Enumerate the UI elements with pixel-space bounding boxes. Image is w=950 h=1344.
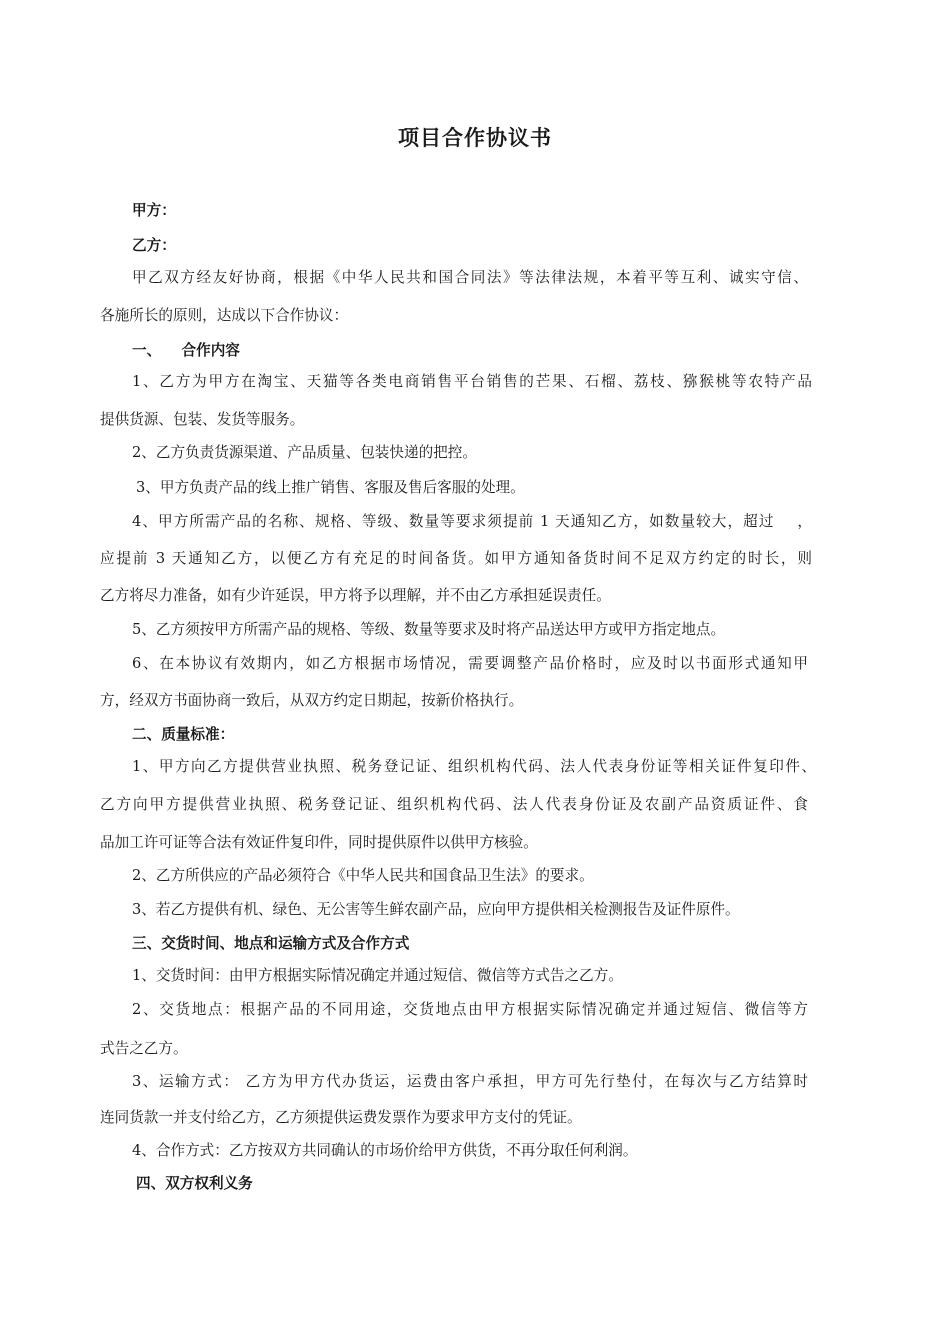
section-heading-cooperation: 一、 合作内容 [132, 342, 240, 359]
clause-2-1-line-2: 乙方向甲方提供营业执照、税务登记证、组织机构代码、法人代表身份证及农副产品资质证件、食 [100, 796, 808, 813]
clause-1-6-line-2: 方，经双方书面协商一致后，从双方约定日期起，按新价格执行。 [100, 692, 524, 709]
party-b-label: 乙方： [132, 237, 176, 254]
clause-3-3-line-1: 3、运输方式： 乙方为甲方代办货运，运费由客户承担，甲方可先行垫付，在每次与乙方结算时 [132, 1073, 808, 1090]
clause-1-4-line-3: 乙方将尽力准备，如有少许延误，甲方将予以理解，并不由乙方承担延误责任。 [100, 587, 611, 604]
clause-3-2-line-2: 式告之乙方。 [100, 1040, 188, 1057]
clause-1-4-line-1: 4、甲方所需产品的名称、规格、等级、数量等要求须提前 1 天通知乙方，如数量较大，超过 ， [132, 513, 812, 530]
clause-3-3-line-2: 连同货款一并支付给乙方，乙方须提供运费发票作为要求甲方支付的凭证。 [100, 1109, 582, 1126]
document-title: 项目合作协议书 [398, 125, 552, 150]
section-heading-rights: 四、双方权利义务 [136, 1175, 253, 1192]
clause-2-1-line-1: 1、甲方向乙方提供营业执照、税务登记证、组织机构代码、法人代表身份证等相关证件复印件、 [132, 758, 816, 775]
clause-1-4-line-2: 应提前 3 天通知乙方，以便乙方有充足的时间备货。如甲方通知备货时间不足双方约定的时长，则 [100, 550, 812, 567]
preamble-line-2: 各施所长的原则，达成以下合作协议： [100, 307, 349, 324]
section-heading-quality: 二、质量标准： [132, 726, 235, 743]
clause-2-3: 3、若乙方提供有机、绿色、无公害等生鲜农副产品，应向甲方提供相关检测报告及证件原件。 [132, 901, 740, 918]
clause-3-2-line-1: 2、交货地点：根据产品的不同用途，交货地点由甲方根据实际情况确定并通过短信、微信等方 [132, 1001, 808, 1018]
clause-1-3: 3、甲方负责产品的线上推广销售、客服及售后客服的处理。 [136, 479, 525, 496]
clause-1-6-line-1: 6、在本协议有效期内，如乙方根据市场情况，需要调整产品价格时，应及时以书面形式通知甲 [132, 655, 808, 672]
clause-2-2: 2、乙方所供应的产品必须符合《中华人民共和国食品卫生法》的要求。 [132, 867, 594, 884]
clause-3-4: 4、合作方式：乙方按双方共同确认的市场价给甲方供货，不再分取任何利润。 [132, 1142, 638, 1159]
party-a-label: 甲方： [132, 202, 176, 219]
preamble-line-1: 甲乙双方经友好协商，根据《中华人民共和国合同法》等法律法规，本着平等互利、诚实守信、 [132, 269, 808, 286]
clause-1-1-line-2: 提供货源、包装、发货等服务。 [100, 411, 305, 428]
clause-1-2: 2、乙方负责货源渠道、产品质量、包装快递的把控。 [132, 444, 477, 461]
clause-3-1: 1、交货时间：由甲方根据实际情况确定并通过短信、微信等方式告之乙方。 [132, 967, 623, 984]
clause-2-1-line-3: 品加工许可证等合法有效证件复印件，同时提供原件以供甲方核验。 [100, 834, 538, 851]
section-heading-delivery: 三、交货时间、地点和运输方式及合作方式 [132, 935, 410, 952]
clause-1-5: 5、乙方须按甲方所需产品的规格、等级、数量等要求及时将产品送达甲方或甲方指定地点。 [132, 621, 726, 638]
clause-1-1-line-1: 1、乙方为甲方在淘宝、天猫等各类电商销售平台销售的芒果、石榴、荔枝、猕猴桃等农特产品 [132, 373, 812, 390]
